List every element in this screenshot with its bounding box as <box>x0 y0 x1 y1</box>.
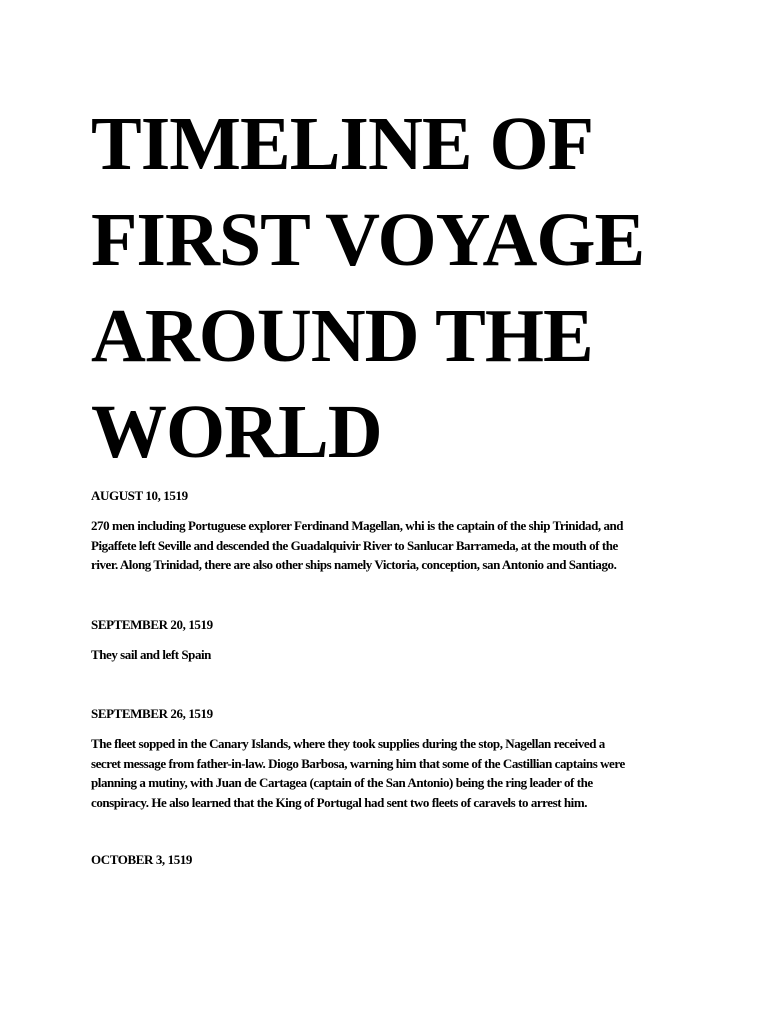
entry-text <box>91 516 681 575</box>
entry-date: SEPTEMBER 26, 1519 <box>91 706 213 721</box>
timeline-entry <box>91 617 681 665</box>
entry-text-line: planning a mutiny, with Juan de Cartagea (captain of the San Antonio) being the ring leader of the <box>91 775 593 790</box>
timeline-entry <box>91 706 681 812</box>
title-line: FIRST VOYAGE <box>91 198 645 282</box>
title-line: WORLD <box>91 390 382 474</box>
entry-date: OCTOBER 3, 1519 <box>91 852 193 867</box>
entry-text-line: The fleet sopped in the Canary Islands, where they took supplies during the stop, Nagellan received a <box>91 736 605 751</box>
timeline-entry <box>91 488 681 575</box>
entry-text-line: conspiracy. He also learned that the King of Portugal had sent two fleets of caravels to arrest him. <box>91 794 587 810</box>
entry-date: AUGUST 10, 1519 <box>91 488 188 503</box>
entry-text-line: Pigaffete left Seville and descended the Guadalquivir River to Sanlucar Barrameda, at the mouth of the <box>91 537 618 553</box>
title-line: TIMELINE OF <box>91 102 594 186</box>
entry-date: SEPTEMBER 20, 1519 <box>91 617 213 632</box>
title-line: AROUND THE <box>91 294 593 378</box>
timeline-entry <box>91 852 681 868</box>
entry-text-line: secret message from father-in-law. Diogo Barbosa, warning him that some of the Castillian captains were <box>91 755 625 771</box>
entry-text-line: river. Along Trinidad, there are also other ships namely Victoria, conception, san Antonio and Santiago. <box>91 557 617 572</box>
entry-text-line: 270 men including Portuguese explorer Ferdinand Magellan, whi is the captain of the ship Trinidad, and <box>91 518 624 533</box>
entry-text <box>91 645 681 665</box>
entry-text <box>91 734 681 812</box>
page-title <box>91 96 731 480</box>
entry-text-line: They sail and left Spain <box>91 647 211 662</box>
